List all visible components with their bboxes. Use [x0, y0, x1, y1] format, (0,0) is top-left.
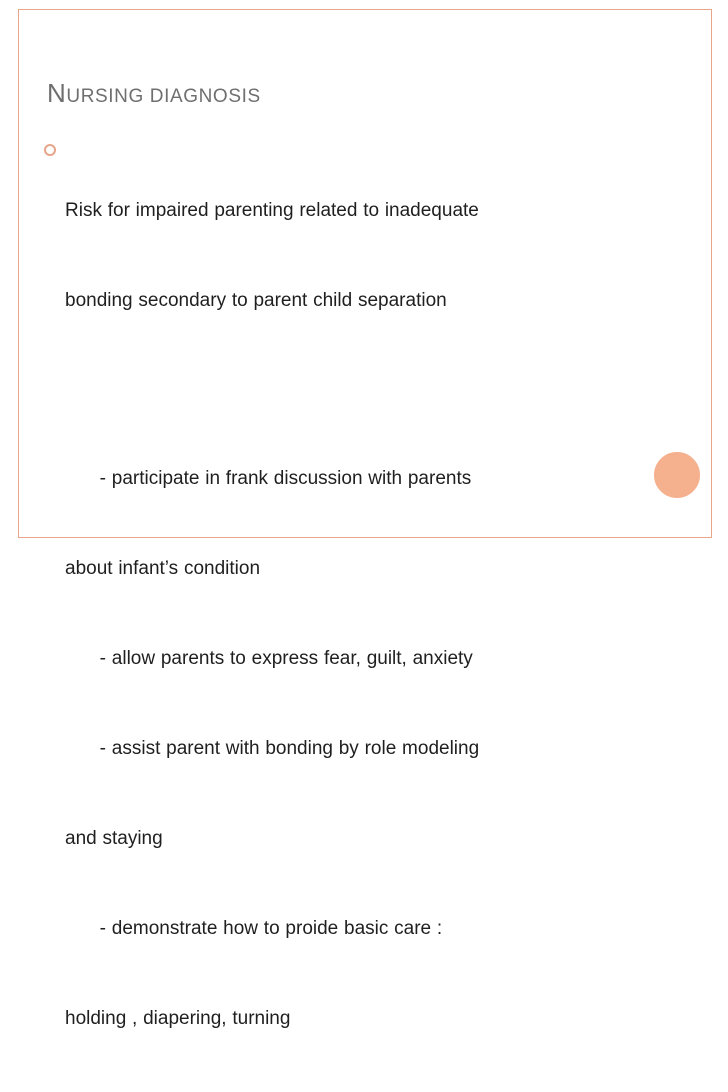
bullet-line: holding , diapering, turning	[65, 1008, 291, 1029]
ring-bullet-icon	[44, 144, 56, 156]
bullet-line: - allow parents to express fear, guilt, anxiety	[65, 648, 473, 669]
bullet-line: about infant’s condition	[65, 558, 261, 579]
bullet-line: - assist parent with bonding by role modeling	[65, 738, 480, 759]
slide-title	[47, 78, 261, 109]
title-rest: URSING DIAGNOSIS	[66, 86, 261, 107]
bullet-line: Risk for impaired parenting related to inadequate	[65, 200, 479, 221]
decorative-circle	[649, 447, 705, 503]
blank-line	[65, 376, 620, 404]
bullet-line: and staying	[65, 828, 163, 849]
bullet-line: bonding secondary to parent child separation	[65, 290, 447, 311]
bullet-line: - participate in frank discussion with parents	[65, 468, 472, 489]
bullet-line: - demonstrate how to proide basic care :	[65, 918, 443, 939]
bullet-text	[65, 136, 620, 1092]
title-initial: N	[47, 78, 67, 108]
